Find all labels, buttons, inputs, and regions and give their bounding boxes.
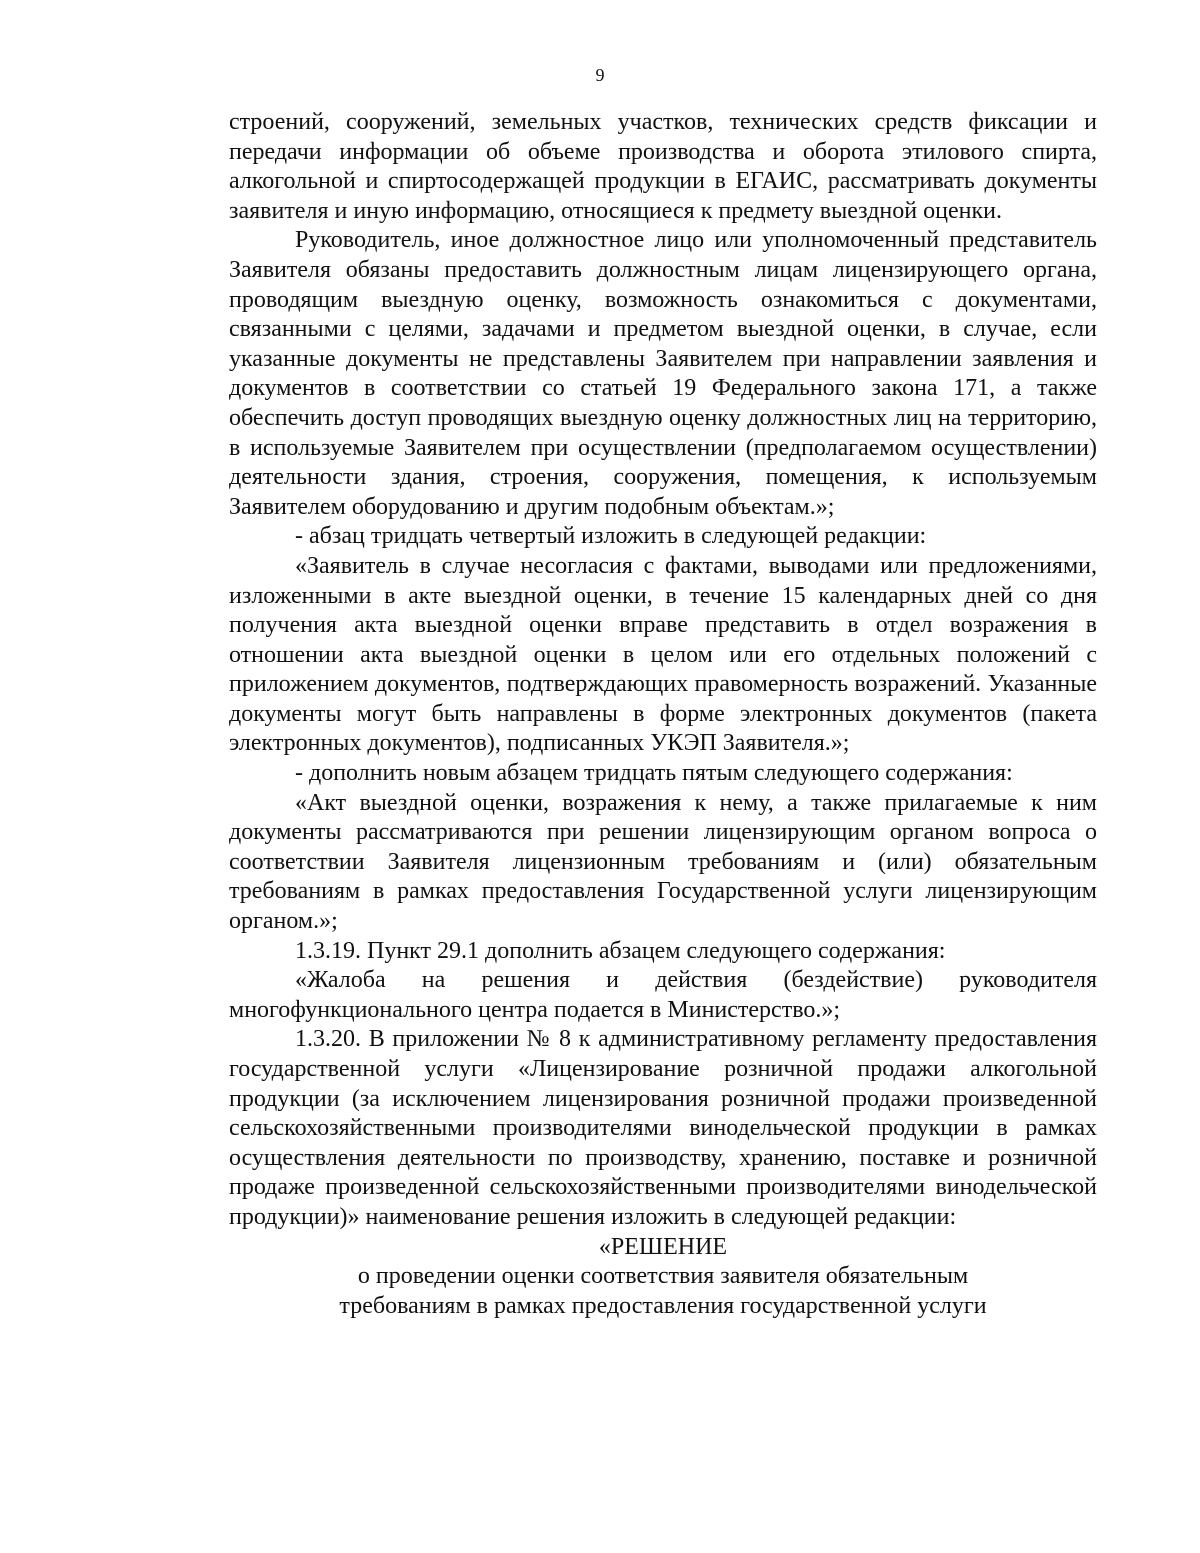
paragraph-1-3-20: 1.3.20. В приложении № 8 к административному регламенту предоставления государственной услуги «Лицензирование розничной продажи алкогольной продукции (за исключением лицензирования розничной продажи произведенной сельскохозяйственными производителями винодельческой продукции в рамках осуществления деятельности по производству, хранению, поставке и розничной продаже произведенной сельскохозяйственными производителями винодельческой продукции)» наименование решения изложить в следующей редакции: [229, 1026, 1097, 1230]
decision-title-line-1: о проведении оценки соответствия заявителя обязательным [357, 1263, 969, 1290]
document-body [229, 108, 1097, 1321]
paragraph-act-review: «Акт выездной оценки, возражения к нему, а также прилагаемые к ним документы рассматриваются при решении лицензирующим органом вопроса о соответствии Заявителя лицензионным требованиям и (или) обязательным требованиям в рамках предоставления Государственной услуги лицензирующим органом.»; [229, 789, 1097, 935]
paragraph-amend-34: - абзац тридцать четвертый изложить в следующей редакции: [295, 523, 927, 550]
decision-title-line-2: требованиям в рамках предоставления государственной услуги [339, 1292, 987, 1319]
paragraph-continuation: строений, сооружений, земельных участков, технических средств фиксации и передачи информации об объеме производства и оборота этилового спирта, алкогольной и спиртосодержащей продукции в ЕГАИС, рассматривать документы заявителя и иную информацию, относящиеся к предмету выездной оценки. [229, 109, 1097, 224]
paragraph-objection: «Заявитель в случае несогласия с фактами, выводами или предложениями, изложенными в акте выездной оценки, в течение 15 календарных дней со дня получения акта выездной оценки вправе представить в отдел возражения в отношении акта выездной оценки в целом или его отдельных положений с приложением документов, подтверждающих правомерность возражений. Указанные документы могут быть направлены в форме электронных документов (пакета электронных документов), подписанных УКЭП Заявителя.»; [229, 552, 1097, 757]
paragraph-1-3-19: 1.3.19. Пункт 29.1 дополнить абзацем следующего содержания: [295, 937, 946, 964]
paragraph-add-35: - дополнить новым абзацем тридцать пятым следующего содержания: [295, 760, 1013, 787]
page-number: 9 [595, 65, 605, 85]
paragraph-complaint: «Жалоба на решения и действия (бездействие) руководителя многофункционального центра подается в Министерство.»; [229, 967, 1097, 1023]
decision-heading: «РЕШЕНИЕ [598, 1233, 728, 1260]
paragraph-obligations: Руководитель, иное должностное лицо или уполномоченный представитель Заявителя обязаны предоставить должностным лицам лицензирующего органа, проводящим выездную оценку, возможность ознакомиться с документами, связанными с целями, задачами и предметом выездной оценки, в случае, если указанные документы не представлены Заявителем при направлении заявления и документов в соответствии со статьей 19 Федерального закона 171, а также обеспечить доступ проводящих выездную оценку должностных лиц на территорию, в используемые Заявителем при осуществлении (предполагаемом осуществлении) деятельности здания, строения, сооружения, помещения, к используемым Заявителем оборудованию и другим подобным объектам.»; [229, 227, 1097, 520]
